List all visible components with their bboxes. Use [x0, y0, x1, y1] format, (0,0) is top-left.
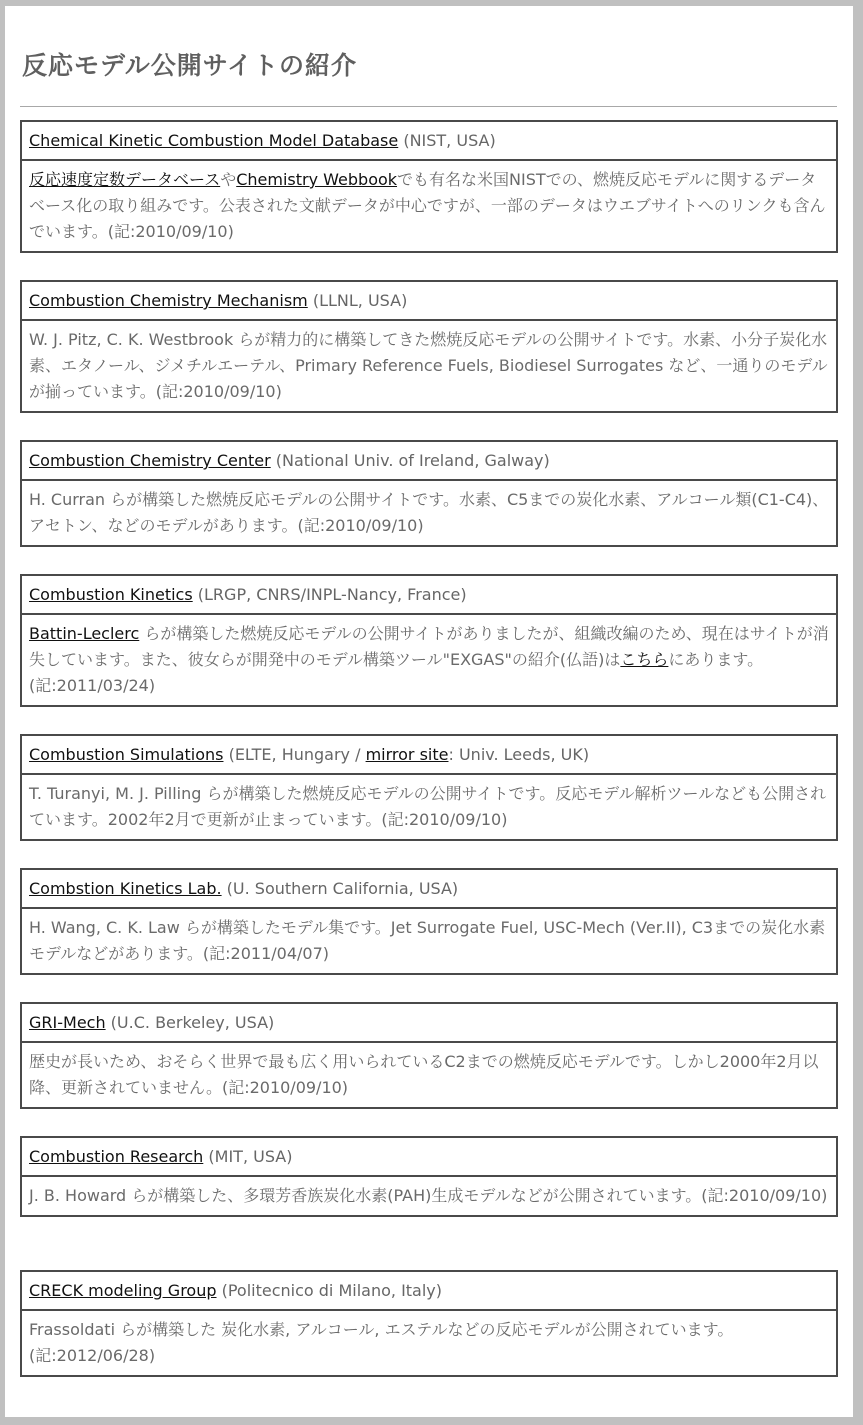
- site-affiliation: (LLNL, USA): [307, 291, 408, 310]
- site-entry-usc: [20, 868, 838, 975]
- site-affiliation: (U. Southern California, USA): [221, 879, 459, 898]
- site-entry-elte: [20, 734, 838, 841]
- site-entry-nancy: [20, 574, 838, 707]
- site-entry-creck: [20, 1270, 838, 1377]
- site-description: 歴史が長いため、おそらく世界で最も広く用いられているC2までの燃焼反応モデルです。しかし2000年2月以降、更新されていません。(記:2010/09/10): [29, 1052, 819, 1097]
- description-text: や: [220, 170, 237, 189]
- page-title: 反応モデル公開サイトの紹介: [22, 51, 358, 80]
- battin-leclerc-link[interactable]: Battin-Leclerc: [29, 624, 140, 643]
- site-description: J. B. Howard らが構築した、多環芳香族炭化水素(PAH)生成モデルなどが公開されています。(記:2010/09/10): [29, 1186, 828, 1205]
- site-affiliation: (Politecnico di Milano, Italy): [216, 1281, 443, 1300]
- site-affiliation: (National Univ. of Ireland, Galway): [270, 451, 550, 470]
- description-text: でも有名な米国NISTでの、燃焼反応モデルに関するデータベース化の取り組みです。公表された文献データが中心ですが、一部のデータはウエブサイトへのリンクも含んでいます。(記:2010/09/10): [29, 170, 826, 241]
- site-link-mit[interactable]: Combustion Research: [29, 1147, 204, 1166]
- site-affiliation: (NIST, USA): [398, 131, 496, 150]
- site-link-galway[interactable]: Combustion Chemistry Center: [29, 451, 271, 470]
- site-affiliation: (LRGP, CNRS/INPL-Nancy, France): [192, 585, 467, 604]
- site-affiliation: (U.C. Berkeley, USA): [105, 1013, 275, 1032]
- site-entry-galway: [20, 440, 838, 547]
- site-header: [22, 282, 836, 321]
- site-header: [22, 442, 836, 481]
- site-description: [22, 161, 836, 251]
- site-header: [22, 736, 836, 775]
- site-link-gri-mech[interactable]: GRI-Mech: [29, 1013, 106, 1032]
- description-text: らが構築した燃焼反応モデルの公開サイトがありましたが、組織改編のため、現在はサイトが消失しています。また、彼女らが開発中のモデル構築ツール"EXGAS"の紹介(仏語)は: [29, 624, 829, 669]
- site-link-nist[interactable]: Chemical Kinetic Combustion Model Database: [29, 131, 399, 150]
- site-description: Frassoldati らが構築した 炭化水素, アルコール, エステルなどの反応モデルが公開されています。(記:2012/06/28): [29, 1320, 734, 1365]
- site-entry-nist: [20, 120, 838, 253]
- exgas-link[interactable]: こちら: [620, 650, 669, 669]
- site-description: W. J. Pitz, C. K. Westbrook らが精力的に構築してきた燃焼反応モデルの公開サイトです。水素、小分子炭化水素、エタノール、ジメチルエーテル、Primary Reference Fuels, Biodiesel Surrogates など、一通りのモデルが揃っています。(記:2010/09/10): [29, 330, 828, 401]
- site-header: [22, 122, 836, 161]
- rate-constant-database-link[interactable]: 反応速度定数データベース: [29, 170, 221, 189]
- site-affiliation: : Univ. Leeds, UK): [448, 745, 590, 764]
- site-header: [22, 1138, 836, 1177]
- site-header: [22, 870, 836, 909]
- site-link-nancy[interactable]: Combustion Kinetics: [29, 585, 193, 604]
- site-entry-gri-mech: [20, 1002, 838, 1109]
- description-text: にあります。(記:2011/03/24): [29, 650, 764, 695]
- site-entry-llnl: [20, 280, 838, 413]
- site-link-creck[interactable]: CRECK modeling Group: [29, 1281, 217, 1300]
- site-link-elte[interactable]: Combustion Simulations: [29, 745, 224, 764]
- site-header: [22, 1004, 836, 1043]
- site-entry-mit: [20, 1136, 838, 1217]
- chemistry-webbook-link[interactable]: Chemistry Webbook: [236, 170, 398, 189]
- site-affiliation: (MIT, USA): [203, 1147, 293, 1166]
- site-description: [22, 615, 836, 705]
- mirror-site-link[interactable]: mirror site: [365, 745, 449, 764]
- site-affiliation: (ELTE, Hungary /: [223, 745, 366, 764]
- site-header: [22, 1272, 836, 1311]
- site-header: [22, 576, 836, 615]
- site-link-usc[interactable]: Combstion Kinetics Lab.: [29, 879, 222, 898]
- site-link-llnl[interactable]: Combustion Chemistry Mechanism: [29, 291, 308, 310]
- page-content: [5, 6, 853, 1417]
- site-description: H. Wang, C. K. Law らが構築したモデル集です。Jet Surrogate Fuel, USC-Mech (Ver.II), C3までの炭化水素モデルなどがあります。(記:2011/04/07): [29, 918, 826, 963]
- site-description: H. Curran らが構築した燃焼反応モデルの公開サイトです。水素、C5までの炭化水素、アルコール類(C1-C4)、アセトン、などのモデルがあります。(記:2010/09/10): [29, 490, 829, 535]
- title-divider: [20, 106, 837, 107]
- site-description: T. Turanyi, M. J. Pilling らが構築した燃焼反応モデルの公開サイトです。反応モデル解析ツールなども公開されています。2002年2月で更新が止まっています。(記:2010/09/10): [29, 784, 827, 829]
